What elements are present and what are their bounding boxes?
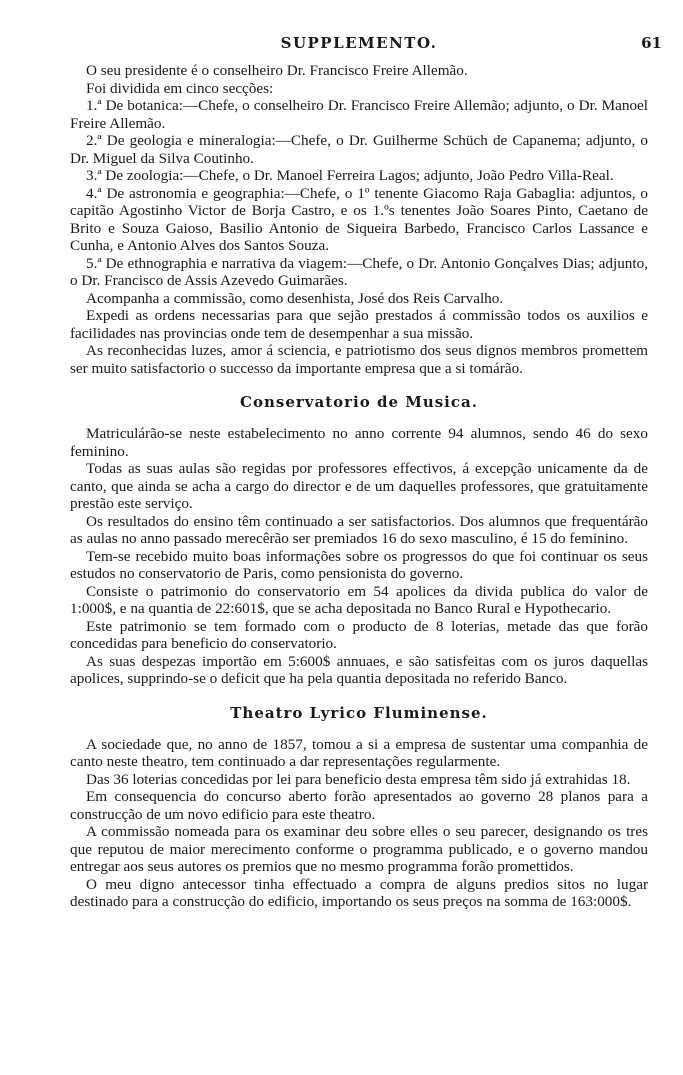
paragraph: Este patrimonio se tem formado com o producto de 8 loterias, metade das que forão concedidas para beneficio do conservatorio. <box>70 617 648 652</box>
paragraph: As reconhecidas luzes, amor á sciencia, e patriotismo dos seus dignos membros promettem ser muito satisfactorio o successo da importante empresa que a si tomárão. <box>70 342 648 377</box>
section-theatro <box>70 736 648 911</box>
paragraph: 4.ª De astronomia e geographia:—Chefe, o 1º tenente Giacomo Raja Gabaglia: adjuntos, o capitão Agostinho Victor de Borja Castro, e os 1.ºs tenentes João Soares Pinto, Caetano de Brito e Souza Gaioso, Basilio Antonio de Siqueira Barbedo, Francisco Carlos Lassance e Cunha, e Antonio Alves dos Santos Souza. <box>70 184 648 254</box>
paragraph: Todas as suas aulas são regidas por professores effectivos, á excepção unicamente da de canto, que ainda se acha a cargo do director e de um daquelles professores, que gratuitamente prestão este serviço. <box>70 460 648 512</box>
paragraph: 3.ª De zoologia:—Chefe, o Dr. Manoel Ferreira Lagos; adjunto, João Pedro Villa-Real. <box>86 167 614 184</box>
paragraph: A sociedade que, no anno de 1857, tomou a si a empresa de sustentar uma companhia de canto neste theatro, tem continuado a dar representações regularmente. <box>70 735 648 770</box>
running-title: SUPPLEMENTO. <box>280 34 438 52</box>
paragraph: Em consequencia do concurso aberto forão apresentados ao governo 28 planos para a construcção de um novo edificio para este theatro. <box>70 788 648 823</box>
paragraph: Matriculárão-se neste estabelecimento no anno corrente 94 alumnos, sendo 46 do sexo feminino. <box>70 425 648 460</box>
paragraph: Expedi as ordens necessarias para que sejão prestados á commissão todos os auxilios e facilidades nas provincias onde tem de desempenhar a sua missão. <box>70 307 648 342</box>
paragraph: Tem-se recebido muito boas informações sobre os progressos do que foi continuar os seus estudos no conservatorio de Paris, como pensionista do governo. <box>70 547 648 582</box>
page-number: 61 <box>641 34 662 52</box>
paragraph: 1.ª De botanica:—Chefe, o conselheiro Dr. Francisco Freire Allemão; adjunto, o Dr. Manoel Freire Allemão. <box>70 97 648 132</box>
section-title-conservatorio: Conservatorio de Musica. <box>240 393 478 411</box>
paragraph: Consiste o patrimonio do conservatorio em 54 apolices da divida publica do valor de 1:000$, e na quantia de 22:601$, que se acha depositada no Banco Rural e Hypothecario. <box>70 582 648 617</box>
paragraph: O meu digno antecessor tinha effectuado a compra de alguns predios sitos no lugar destinado para a construcção do edificio, importando os seus preços na somma de 163:000$. <box>70 875 648 910</box>
paragraph: A commissão nomeada para os examinar deu sobre elles o seu parecer, designando os tres que reputou de maior merecimento conforme o programma publicado, e o governo mandou entregar aos seus autores os premios que no mesmo programma forão promettidos. <box>70 823 648 875</box>
document-page <box>70 0 662 911</box>
running-header <box>70 34 662 62</box>
paragraph: Das 36 loterias concedidas por lei para beneficio desta empresa têm sido já extrahidas 18. <box>86 770 631 788</box>
paragraph: O seu presidente é o conselheiro Dr. Francisco Freire Allemão. <box>86 62 468 79</box>
section-conservatorio <box>70 425 648 688</box>
paragraph: 2.ª De geologia e mineralogia:—Chefe, o Dr. Guilherme Schüch de Capanema; adjunto, o Dr. Miguel da Silva Coutinho. <box>70 132 648 167</box>
paragraph: Acompanha a commissão, como desenhista, José dos Reis Carvalho. <box>86 289 504 307</box>
intro-block <box>70 62 648 377</box>
paragraph: As suas despezas importão em 5:600$ annuaes, e são satisfeitas com os juros daquellas apolices, supprindo-se o deficit que ha pela quantia depositada no referido Banco. <box>70 652 648 687</box>
paragraph: 5.ª De ethnographia e narrativa da viagem:—Chefe, o Dr. Antonio Gonçalves Dias; adjunto, o Dr. Francisco de Assis Azevedo Guimarães. <box>70 254 648 289</box>
paragraph: Foi dividida em cinco secções: <box>86 79 274 97</box>
section-title-theatro: Theatro Lyrico Fluminense. <box>230 703 488 722</box>
paragraph: Os resultados do ensino têm continuado a ser satisfactorios. Dos alumnos que frequentárão as aulas no anno passado merecêrão ser premiados 16 do sexo masculino, é 15 do feminino. <box>70 512 648 547</box>
